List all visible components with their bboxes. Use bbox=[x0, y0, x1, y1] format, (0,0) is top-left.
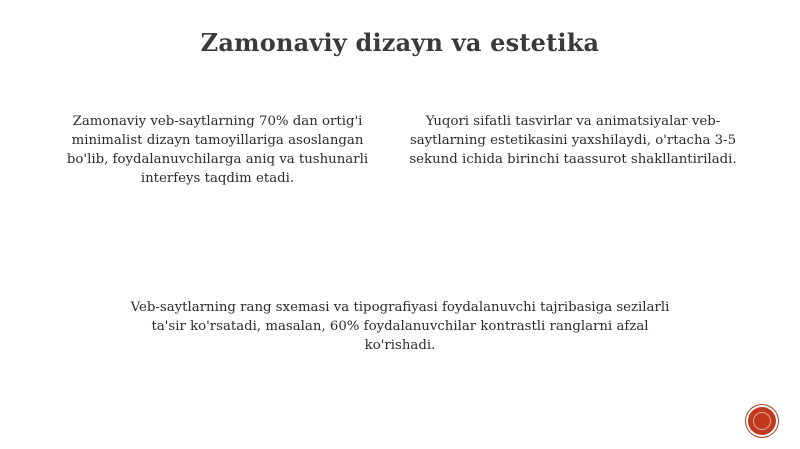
paragraph-minimalist-design: Zamonaviy veb-saytlarning 70% dan ortig'i minimalist dizayn tamoyillariga asoslangan bo'lib, foydalanuvchilarga aniq va tushunarli interfeys taqdim etadi. bbox=[66, 114, 369, 186]
slide-nav-circle-icon[interactable] bbox=[748, 407, 776, 435]
paragraph-color-typography: Veb-saytlarning rang sxemasi va tipografiyasi foydalanuvchi tajribasiga sezilarli ta'sir ko'rsatadi, masalan, 60% foydalanuvchilar kontrastli ranglarni afzal ko'rishadi. bbox=[130, 300, 670, 353]
slide-title: Zamonaviy dizayn va estetika bbox=[200, 28, 600, 57]
paragraph-images-animations: Yuqori sifatli tasvirlar va animatsiyalar veb-saytlarning estetikasini yaxshilaydi, o'rtacha 3-5 sekund ichida birinchi taassurot shakllantiriladi. bbox=[409, 114, 737, 167]
